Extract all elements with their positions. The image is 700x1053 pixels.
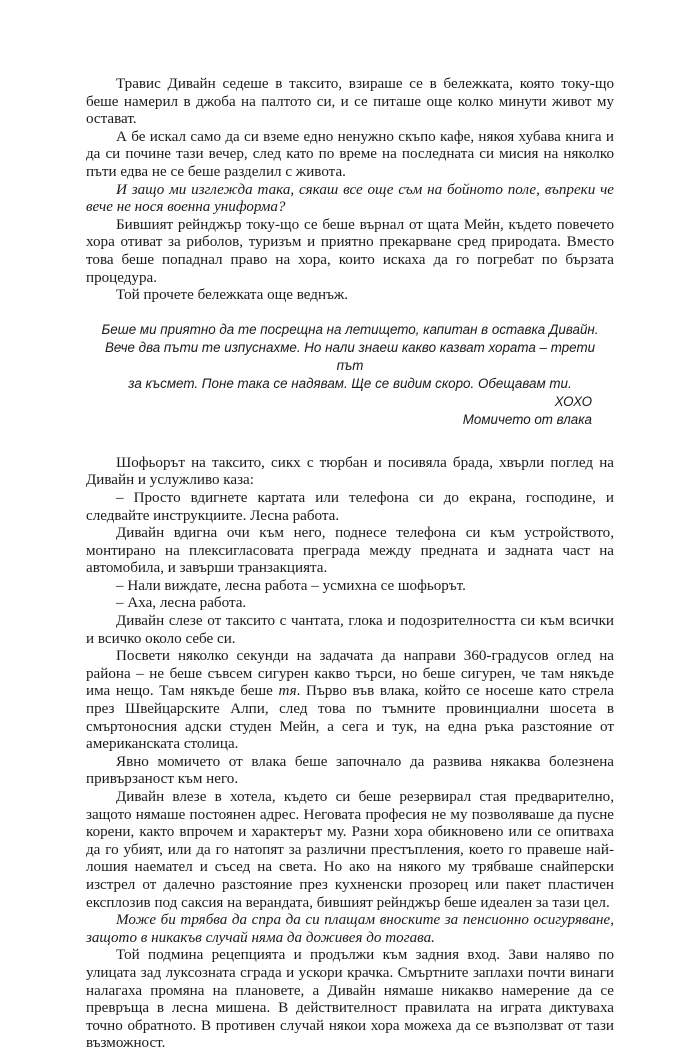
paragraph-6: Шофьорът на таксито, сикх с тюрбан и посивяла брада, хвърли поглед на Дивайн и услужливо каза: bbox=[86, 454, 614, 489]
paragraph-11: Дивайн слезе от таксито с чантата, глока и подозрителността си към всички и всичко около себе си. bbox=[86, 613, 614, 647]
note-line-3: за късмет. Поне така се надявам. Ще се видим скоро. Обещавам ти. bbox=[128, 375, 572, 391]
paragraph-3-italic: И защо ми изглежда така, сякаш все още съм на бойното поле, въпреки че вече не нося военна униформа? bbox=[86, 181, 614, 216]
paragraph-12-after: . Първо във влака, който се носеше като стрела през Швейцарските Алпи, след това по тъмните провинциални шосета в смъртоносния адски студен Мейн, а сега и тук, на една ръка разстояние от американската столица. bbox=[86, 683, 614, 753]
paragraph-9: – Нали виждате, лесна работа – усмихна се шофьорът. bbox=[116, 577, 466, 594]
paragraph-2: А бе искал само да си вземе едно ненужно скъпо кафе, някоя хубава книга и да си почине тази вечер, след като по време на последната си мисия на няколко пъти едва не се беше разделил с живота. bbox=[86, 128, 614, 180]
paragraph-16: Той подмина рецепцията и продължи към задния вход. Зави наляво по улицата зад луксозната сграда и ускори крачка. Смъртните заплахи почти винаги налагаха промяна на плановете, а Дивайн нямаше никакво намерение да се превръща в лесна мишена. В действителност правилата на играта диктуваха точно обратното. В противен случай някои хора можеха да се възползват от тази възможност. bbox=[86, 947, 614, 1052]
paragraph-13: Явно момичето от влака беше започнало да развива някаква болезнена привързаност към него. bbox=[86, 753, 614, 788]
note-signature-girl: Момичето от влака bbox=[462, 411, 592, 427]
paragraph-7: – Просто вдигнете картата или телефона си до екрана, господине, и следвайте инструкциите. Лесна работа. bbox=[86, 489, 614, 524]
note-text bbox=[86, 321, 614, 393]
paragraph-1: Травис Дивайн седеше в таксито, взираше се в бележката, която току-що беше намерил в джоба на палтото си, и се питаше още колко минути живот му остават. bbox=[86, 76, 614, 128]
paragraph-15-italic: Може би трябва да спра да си плащам вноските за пенсионно осигуряване, защото в никакъв случай няма да доживея до тогава. bbox=[86, 912, 614, 946]
paragraph-4: Бившият рейнджър току-що се беше върнал от щата Мейн, където повечето хора отиват за риболов, туризъм и приятно прекарване сред природата. Вместо това беше попаднал право на хора, които искаха да го погребат по бързата процедура. bbox=[86, 216, 614, 286]
note-line-1: Беше ми приятно да те посрещна на летището, капитан в оставка Дивайн. bbox=[101, 321, 599, 337]
paragraph-12-emphasis: тя bbox=[278, 683, 297, 700]
paragraph-12 bbox=[86, 648, 614, 754]
note-line-2: Вече два пъти те изпуснахме. Но нали знаеш какво казват хората – трети път bbox=[104, 339, 596, 373]
paragraph-12-text: Посвети няколко секунди на задачата да направи 360-градусов оглед на района – не беше съвсем сигурен какво търси, но беше сигурен, че там някъде има нещо. Там някъде беше bbox=[86, 648, 614, 700]
paragraph-14: Дивайн влезе в хотела, където си беше резервирал стая предварително, защото нямаше постоянен адрес. Неговата професия не му позволяваше да пусне корени, както впрочем и характерът му. Разни хора обикновено или се опитваха да го убият, или да го натопят за различни престъпления, което го правеше най-лошия наемател и съсед на света. Но ако на някого му трябваше снайперски изстрел от далечно разстояние през кухненски прозорец или пакет пластичен експлозив под саксия на верандата, бившият рейнджър беше идеален за тази цел. bbox=[86, 789, 614, 911]
book-page bbox=[86, 76, 614, 1053]
paragraph-5: Той прочете бележката още веднъж. bbox=[116, 287, 349, 304]
paragraph-10: – Аха, лесна работа. bbox=[116, 595, 247, 612]
note-signature-hoho: ХОХО bbox=[554, 393, 592, 409]
paragraph-8: Дивайн вдигна очи към него, поднесе телефона си към устройството, монтирано на плексигласовата преграда между предната и задната част на автомобила, и завърши транзакцията. bbox=[86, 525, 614, 577]
